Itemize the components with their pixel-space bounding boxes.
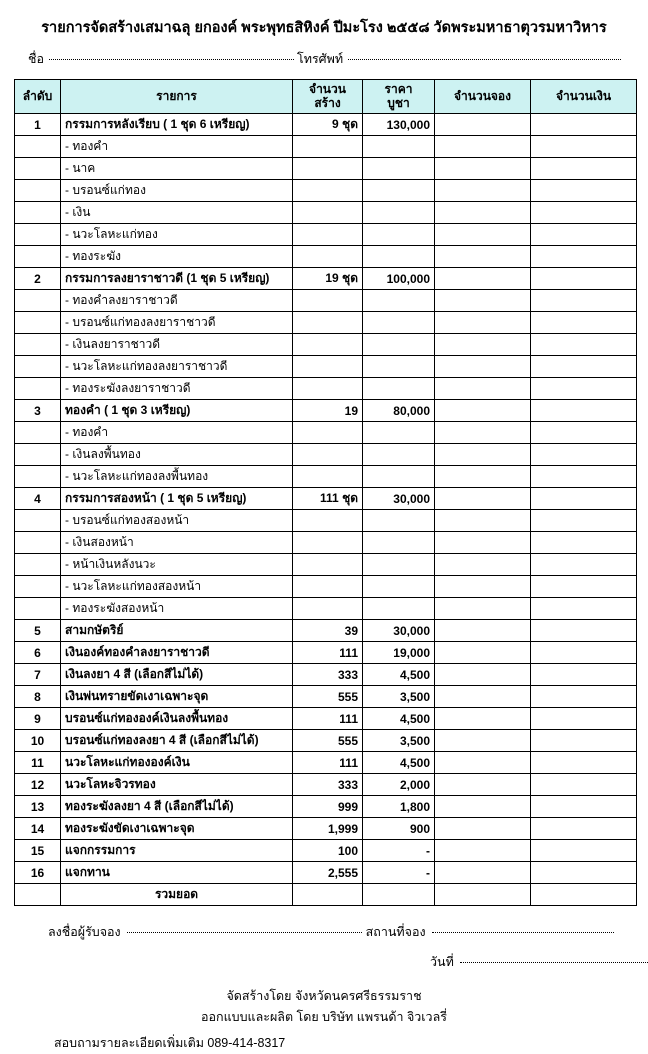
cell-booked[interactable] <box>435 202 531 224</box>
cell-amount[interactable] <box>531 862 637 884</box>
cell-made: 1,999 <box>293 818 363 840</box>
cell-amount[interactable] <box>531 752 637 774</box>
cell-made <box>293 884 363 906</box>
footer-line-1: จัดสร้างโดย จังหวัดนครศรีธรรมราช <box>226 989 422 1003</box>
cell-made <box>293 224 363 246</box>
cell-item: กรรมการหลังเรียบ ( 1 ชุด 6 เหรียญ) <box>61 114 293 136</box>
cell-item: นวะโลหะจิวรทอง <box>61 774 293 796</box>
cell-amount[interactable] <box>531 532 637 554</box>
cell-booked[interactable] <box>435 180 531 202</box>
cell-made: 111 <box>293 642 363 664</box>
table-row <box>15 422 637 444</box>
cell-no: 15 <box>15 840 61 862</box>
cell-made <box>293 136 363 158</box>
cell-no <box>15 576 61 598</box>
cell-booked[interactable] <box>435 642 531 664</box>
cell-made <box>293 532 363 554</box>
header-made-line2: สร้าง <box>314 95 341 110</box>
table-row <box>15 356 637 378</box>
cell-item: แจกทาน <box>61 862 293 884</box>
cell-booked[interactable] <box>435 312 531 334</box>
table-row <box>15 444 637 466</box>
cell-amount[interactable] <box>531 224 637 246</box>
table-total-row <box>15 884 637 906</box>
order-table <box>14 79 637 906</box>
cell-made <box>293 312 363 334</box>
cell-made: 333 <box>293 774 363 796</box>
cell-item: - ทองคำลงยาราชาวดี <box>61 290 293 312</box>
cell-no <box>15 378 61 400</box>
cell-made <box>293 598 363 620</box>
name-field-input[interactable] <box>49 59 294 60</box>
table-row <box>15 554 637 576</box>
table-row <box>15 488 637 510</box>
cell-item: กรรมการสองหน้า ( 1 ชุด 5 เหรียญ) <box>61 488 293 510</box>
cell-no: 12 <box>15 774 61 796</box>
header-booked: จำนวนจอง <box>435 80 531 114</box>
cell-no <box>15 444 61 466</box>
cell-made: 100 <box>293 840 363 862</box>
cell-price <box>363 356 435 378</box>
cell-no <box>15 202 61 224</box>
cell-item: - นวะโลหะแก่ทองลงยาราชาวดี <box>61 356 293 378</box>
cell-no <box>15 532 61 554</box>
cell-amount[interactable] <box>531 268 637 290</box>
date-input[interactable] <box>460 962 648 963</box>
cell-no <box>15 312 61 334</box>
cell-item: - นาค <box>61 158 293 180</box>
cell-no: 11 <box>15 752 61 774</box>
cell-booked[interactable] <box>435 774 531 796</box>
cell-no <box>15 246 61 268</box>
table-row <box>15 202 637 224</box>
cell-booked[interactable] <box>435 708 531 730</box>
cell-price <box>363 224 435 246</box>
cell-no: 10 <box>15 730 61 752</box>
cell-price: 1,800 <box>363 796 435 818</box>
place-input[interactable] <box>432 932 614 933</box>
cell-booked[interactable] <box>435 862 531 884</box>
signer-label: ลงชื่อผู้รับจอง <box>48 925 121 939</box>
cell-item: - บรอนซ์แก่ทอง <box>61 180 293 202</box>
footer-line-2: ออกแบบและผลิต โดย บริษัท แพรนด้า จิวเวลรี่ <box>201 1009 447 1024</box>
cell-price <box>363 158 435 180</box>
cell-amount[interactable] <box>531 708 637 730</box>
cell-made: 111 <box>293 708 363 730</box>
cell-no <box>15 554 61 576</box>
cell-no: 7 <box>15 664 61 686</box>
cell-item: - บรอนซ์แก่ทองสองหน้า <box>61 510 293 532</box>
cell-made <box>293 444 363 466</box>
cell-price: 2,000 <box>363 774 435 796</box>
table-row <box>15 620 637 642</box>
cell-booked[interactable] <box>435 290 531 312</box>
date-label: วันที่ <box>430 955 454 969</box>
table-row <box>15 246 637 268</box>
cell-amount[interactable] <box>531 422 637 444</box>
header-item: รายการ <box>61 80 293 114</box>
cell-amount[interactable] <box>531 664 637 686</box>
cell-amount[interactable] <box>531 202 637 224</box>
cell-price <box>363 466 435 488</box>
cell-no <box>15 180 61 202</box>
cell-price: - <box>363 840 435 862</box>
cell-price: 30,000 <box>363 620 435 642</box>
table-row <box>15 708 637 730</box>
cell-booked[interactable] <box>435 840 531 862</box>
name-phone-row <box>28 49 624 69</box>
cell-no <box>15 290 61 312</box>
cell-price: 3,500 <box>363 730 435 752</box>
cell-price <box>363 554 435 576</box>
cell-amount[interactable] <box>531 356 637 378</box>
cell-price <box>363 312 435 334</box>
cell-made <box>293 422 363 444</box>
cell-amount[interactable] <box>531 686 637 708</box>
table-row <box>15 862 637 884</box>
cell-item: - นวะโลหะแก่ทองสองหน้า <box>61 576 293 598</box>
cell-booked[interactable] <box>435 532 531 554</box>
cell-made <box>293 378 363 400</box>
page-title: รายการจัดสร้างเสมาฉลุ ยกองค์ พระพุทธสิหิงค์ ปีมะโรง ๒๕๕๘ วัดพระมหาธาตุวรมหาวิหาร <box>41 20 607 36</box>
cell-booked[interactable] <box>435 576 531 598</box>
table-row <box>15 796 637 818</box>
cell-booked[interactable] <box>435 466 531 488</box>
cell-booked[interactable] <box>435 488 531 510</box>
header-price-line1: ราคา <box>384 82 413 97</box>
cell-item: - เงิน <box>61 202 293 224</box>
cell-no <box>15 158 61 180</box>
cell-amount[interactable] <box>531 290 637 312</box>
cell-price <box>363 598 435 620</box>
cell-booked[interactable] <box>435 510 531 532</box>
header-made-line1: จำนวน <box>309 82 346 97</box>
cell-made: 999 <box>293 796 363 818</box>
cell-item: - เงินลงพื้นทอง <box>61 444 293 466</box>
cell-made <box>293 356 363 378</box>
cell-no: 8 <box>15 686 61 708</box>
cell-amount[interactable] <box>531 510 637 532</box>
cell-price: 900 <box>363 818 435 840</box>
cell-item: - ทองระฆัง <box>61 246 293 268</box>
cell-no <box>15 224 61 246</box>
cell-made <box>293 158 363 180</box>
table-row <box>15 664 637 686</box>
table-body <box>15 114 637 906</box>
cell-booked[interactable] <box>435 730 531 752</box>
cell-item: รวมยอด <box>61 884 293 906</box>
table-row <box>15 224 637 246</box>
cell-amount[interactable] <box>531 818 637 840</box>
cell-item: เงินองค์ทองคำลงยาราชาวดี <box>61 642 293 664</box>
cell-booked[interactable] <box>435 796 531 818</box>
table-row <box>15 114 637 136</box>
cell-item: - ทองระฆังลงยาราชาวดี <box>61 378 293 400</box>
cell-price <box>363 246 435 268</box>
cell-made <box>293 180 363 202</box>
cell-item: สามกษัตริย์ <box>61 620 293 642</box>
cell-item: - เงินสองหน้า <box>61 532 293 554</box>
cell-made <box>293 554 363 576</box>
cell-amount[interactable] <box>531 246 637 268</box>
signature-block <box>48 922 618 972</box>
table-row <box>15 136 637 158</box>
cell-booked[interactable] <box>435 686 531 708</box>
cell-amount[interactable] <box>531 796 637 818</box>
header-price-line2: บูชา <box>387 95 410 110</box>
cell-price: - <box>363 862 435 884</box>
table-row <box>15 510 637 532</box>
cell-item: - ทองระฆังสองหน้า <box>61 598 293 620</box>
cell-amount[interactable] <box>531 400 637 422</box>
cell-no: 2 <box>15 268 61 290</box>
cell-booked[interactable] <box>435 268 531 290</box>
cell-price <box>363 290 435 312</box>
cell-item: - นวะโลหะแก่ทองลงพื้นทอง <box>61 466 293 488</box>
cell-no <box>15 136 61 158</box>
cell-made: 39 <box>293 620 363 642</box>
cell-item: แจกกรรมการ <box>61 840 293 862</box>
cell-price: 3,500 <box>363 686 435 708</box>
cell-booked[interactable] <box>435 664 531 686</box>
signer-input[interactable] <box>127 932 362 933</box>
cell-made <box>293 334 363 356</box>
cell-made <box>293 576 363 598</box>
cell-booked[interactable] <box>435 598 531 620</box>
cell-item: เงินลงยา 4 สี (เลือกสีไม่ได้) <box>61 664 293 686</box>
cell-booked[interactable] <box>435 884 531 906</box>
cell-no: 3 <box>15 400 61 422</box>
cell-no <box>15 510 61 532</box>
table-row <box>15 158 637 180</box>
cell-booked[interactable] <box>435 378 531 400</box>
cell-made <box>293 246 363 268</box>
cell-price <box>363 444 435 466</box>
table-row <box>15 752 637 774</box>
cell-no: 14 <box>15 818 61 840</box>
cell-made <box>293 510 363 532</box>
header-price <box>363 80 435 114</box>
cell-item: ทองระฆังลงยา 4 สี (เลือกสีไม่ได้) <box>61 796 293 818</box>
table-row <box>15 642 637 664</box>
signer-row <box>48 922 618 942</box>
cell-amount[interactable] <box>531 840 637 862</box>
table-row <box>15 818 637 840</box>
cell-price: 80,000 <box>363 400 435 422</box>
cell-price: 4,500 <box>363 664 435 686</box>
cell-price <box>363 180 435 202</box>
cell-no: 4 <box>15 488 61 510</box>
cell-no <box>15 334 61 356</box>
table-row <box>15 840 637 862</box>
cell-price: 30,000 <box>363 488 435 510</box>
cell-no: 16 <box>15 862 61 884</box>
cell-no: 5 <box>15 620 61 642</box>
cell-no <box>15 598 61 620</box>
table-row <box>15 378 637 400</box>
cell-item: - ทองคำ <box>61 136 293 158</box>
footer-block <box>14 986 634 1054</box>
cell-amount[interactable] <box>531 554 637 576</box>
cell-item: ทองคำ ( 1 ชุด 3 เหรียญ) <box>61 400 293 422</box>
cell-booked[interactable] <box>435 114 531 136</box>
cell-item: - หน้าเงินหลังนวะ <box>61 554 293 576</box>
header-amount: จำนวนเงิน <box>531 80 637 114</box>
cell-price <box>363 334 435 356</box>
cell-price <box>363 202 435 224</box>
cell-made: 2,555 <box>293 862 363 884</box>
table-row <box>15 774 637 796</box>
cell-item: - เงินลงยาราชาวดี <box>61 334 293 356</box>
cell-booked[interactable] <box>435 136 531 158</box>
cell-amount[interactable] <box>531 312 637 334</box>
footer-contact: สอบถามรายละเอียดเพิ่มเติม 089-414-8317 <box>54 1036 286 1051</box>
cell-booked[interactable] <box>435 554 531 576</box>
cell-price <box>363 884 435 906</box>
cell-amount[interactable] <box>531 730 637 752</box>
cell-price <box>363 576 435 598</box>
cell-booked[interactable] <box>435 444 531 466</box>
cell-item: บรอนซ์แก่ทองลงยา 4 สี (เลือกสีไม่ได้) <box>61 730 293 752</box>
cell-price <box>363 422 435 444</box>
cell-made: 333 <box>293 664 363 686</box>
cell-no: 9 <box>15 708 61 730</box>
name-field-label: ชื่อ <box>28 52 44 66</box>
cell-no <box>15 356 61 378</box>
cell-amount[interactable] <box>531 180 637 202</box>
cell-made <box>293 466 363 488</box>
cell-amount[interactable] <box>531 576 637 598</box>
table-row <box>15 466 637 488</box>
cell-made <box>293 290 363 312</box>
date-row <box>430 952 618 972</box>
cell-price <box>363 378 435 400</box>
cell-price: 4,500 <box>363 752 435 774</box>
cell-item: บรอนซ์แก่ทององค์เงินลงพื้นทอง <box>61 708 293 730</box>
header-made <box>293 80 363 114</box>
table-row <box>15 400 637 422</box>
cell-amount[interactable] <box>531 884 637 906</box>
cell-booked[interactable] <box>435 334 531 356</box>
table-row <box>15 180 637 202</box>
cell-amount[interactable] <box>531 466 637 488</box>
table-header-row <box>15 80 637 114</box>
table-row <box>15 312 637 334</box>
table-row <box>15 576 637 598</box>
cell-price: 4,500 <box>363 708 435 730</box>
cell-booked[interactable] <box>435 620 531 642</box>
table-row <box>15 334 637 356</box>
place-label: สถานที่จอง <box>365 925 426 939</box>
cell-price: 19,000 <box>363 642 435 664</box>
cell-booked[interactable] <box>435 400 531 422</box>
cell-made: 111 ชุด <box>293 488 363 510</box>
cell-made: 555 <box>293 686 363 708</box>
cell-amount[interactable] <box>531 114 637 136</box>
cell-no: 6 <box>15 642 61 664</box>
cell-booked[interactable] <box>435 422 531 444</box>
cell-made: 555 <box>293 730 363 752</box>
cell-no <box>15 466 61 488</box>
cell-made: 9 ชุด <box>293 114 363 136</box>
cell-price <box>363 532 435 554</box>
phone-field-input[interactable] <box>348 59 621 60</box>
cell-no <box>15 884 61 906</box>
cell-amount[interactable] <box>531 642 637 664</box>
cell-booked[interactable] <box>435 224 531 246</box>
table-row <box>15 598 637 620</box>
cell-booked[interactable] <box>435 158 531 180</box>
cell-amount[interactable] <box>531 444 637 466</box>
cell-no: 1 <box>15 114 61 136</box>
phone-field-label: โทรศัพท์ <box>297 52 344 66</box>
cell-no <box>15 422 61 444</box>
cell-amount[interactable] <box>531 136 637 158</box>
cell-item: - นวะโลหะแก่ทอง <box>61 224 293 246</box>
cell-item: กรรมการลงยาราชาวดี (1 ชุด 5 เหรียญ) <box>61 268 293 290</box>
table-row <box>15 290 637 312</box>
cell-item: เงินพ่นทรายขัดเงาเฉพาะจุด <box>61 686 293 708</box>
cell-no: 13 <box>15 796 61 818</box>
cell-booked[interactable] <box>435 818 531 840</box>
table-row <box>15 532 637 554</box>
cell-booked[interactable] <box>435 246 531 268</box>
table-row <box>15 730 637 752</box>
cell-amount[interactable] <box>531 334 637 356</box>
cell-amount[interactable] <box>531 378 637 400</box>
cell-made: 19 <box>293 400 363 422</box>
cell-booked[interactable] <box>435 356 531 378</box>
cell-price <box>363 510 435 532</box>
cell-made <box>293 202 363 224</box>
cell-item: - ทองคำ <box>61 422 293 444</box>
cell-booked[interactable] <box>435 752 531 774</box>
cell-price: 100,000 <box>363 268 435 290</box>
cell-amount[interactable] <box>531 620 637 642</box>
cell-amount[interactable] <box>531 158 637 180</box>
cell-item: นวะโลหะแก่ทององค์เงิน <box>61 752 293 774</box>
cell-item: - บรอนซ์แก่ทองลงยาราชาวดี <box>61 312 293 334</box>
cell-amount[interactable] <box>531 774 637 796</box>
cell-made: 19 ชุด <box>293 268 363 290</box>
table-row <box>15 268 637 290</box>
cell-amount[interactable] <box>531 488 637 510</box>
cell-amount[interactable] <box>531 598 637 620</box>
table-row <box>15 686 637 708</box>
cell-price <box>363 136 435 158</box>
cell-item: ทองระฆังขัดเงาเฉพาะจุด <box>61 818 293 840</box>
header-no: ลำดับ <box>15 80 61 114</box>
cell-made: 111 <box>293 752 363 774</box>
cell-price: 130,000 <box>363 114 435 136</box>
